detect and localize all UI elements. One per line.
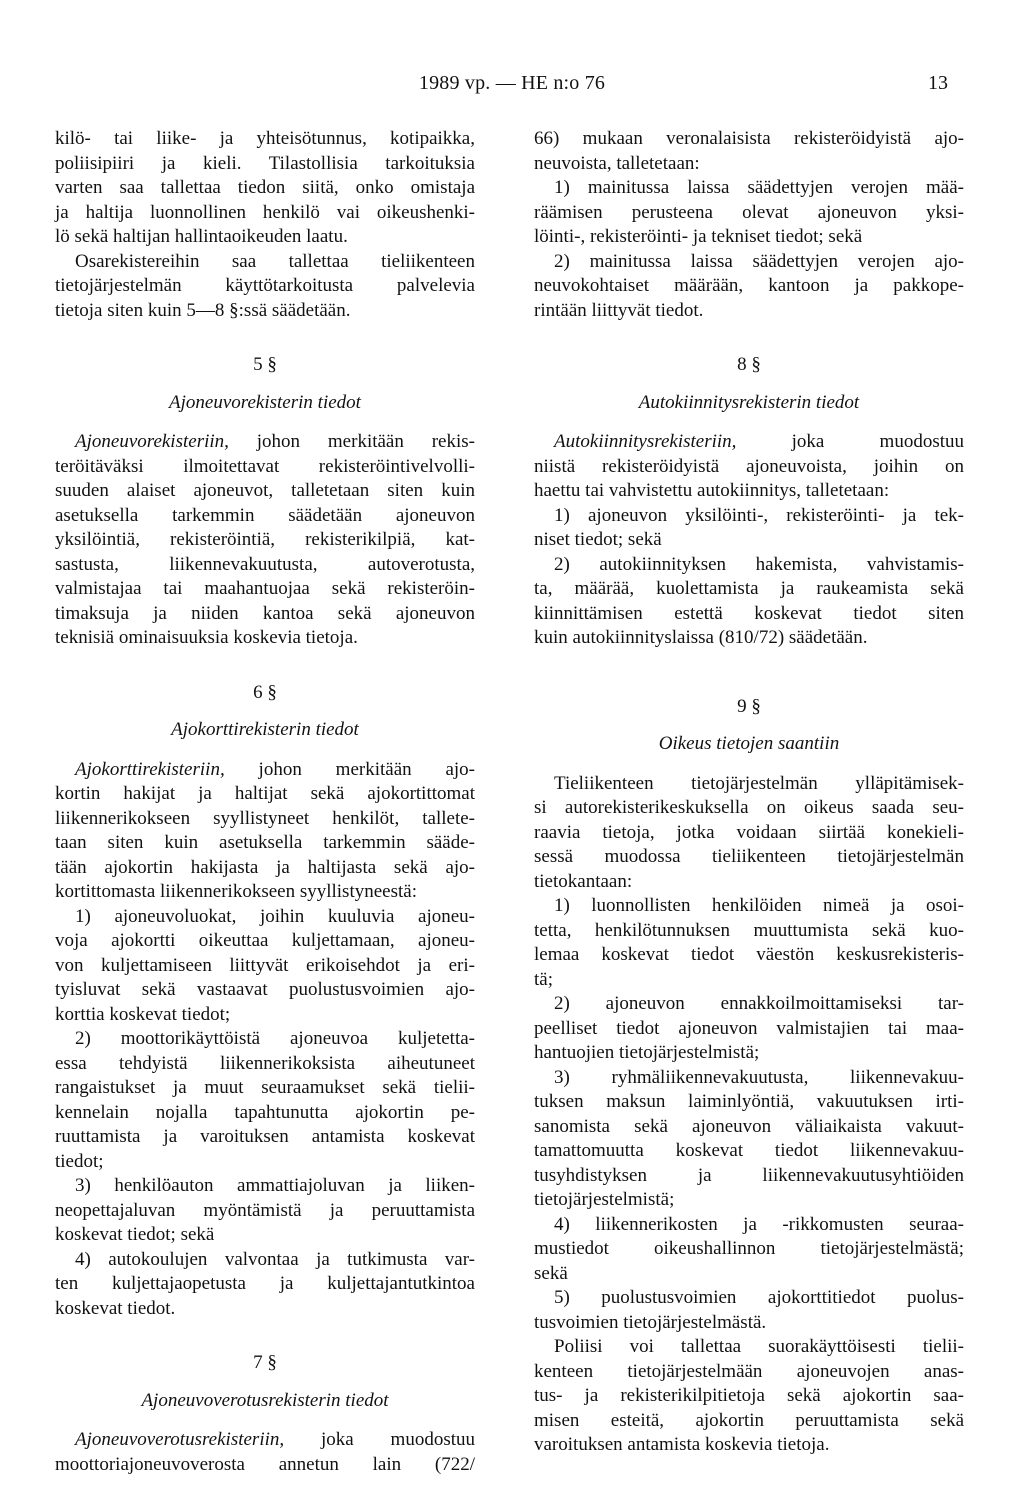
text-line: ruuttamista ja varoituksen antamista koskevat <box>55 1126 475 1147</box>
section-7-number: 7 § <box>253 1352 277 1373</box>
text-line: kuin autokiinnityslaissa (810/72) säädetään. <box>534 627 868 648</box>
text-line: mustiedot oikeushallinnon tietojärjestelmästä; <box>534 1238 964 1259</box>
text-line: varoituksen antamista koskevia tietoja. <box>534 1434 830 1455</box>
text-line: tietoja siten kuin 5—8 §:ssä säädetään. <box>55 299 351 321</box>
text-line: tä; <box>534 968 553 990</box>
text-line: haettu tai vahvistettu autokiinnitys, talletetaan: <box>534 480 890 501</box>
text-line: tuksen maksun laiminlyöntiä, vakuutuksen irti- <box>534 1091 964 1112</box>
intro-paragraph <box>55 127 475 323</box>
text-span: joka muodostuu <box>736 431 964 452</box>
text-line: tietojärjestelmän käyttötarkoitusta palvelevia <box>55 275 475 296</box>
text-line: koskevat tiedot; sekä <box>55 1224 215 1245</box>
text-line: 1) ajoneuvoluokat, joihin kuuluvia ajoneu- <box>75 905 475 927</box>
running-header: 1989 vp. — HE n:o 76 <box>418 72 606 94</box>
text-line: 1) ajoneuvon yksilöinti-, rekisteröinti- ja tek- <box>554 504 964 526</box>
text-line: Poliisi voi tallettaa suorakäyttöisesti tielii- <box>554 1336 964 1357</box>
text-line: yksilöintiä, rekisteröintiä, rekisterikilpiä, kat- <box>55 529 475 550</box>
text-line: teknisiä ominaisuuksia koskevia tietoja. <box>55 627 358 648</box>
text-line: niset tiedot; sekä <box>534 529 662 550</box>
text-line: tietokantaan: <box>534 870 633 892</box>
page-number: 13 <box>928 72 948 94</box>
text-line: sanomista sekä ajoneuvon väliaikaista vakuut- <box>534 1115 964 1137</box>
text-line: peelliset tiedot ajoneuvon valmistajien tai maa- <box>534 1017 964 1039</box>
text-line: 1) luonnollisten henkilöiden nimeä ja osoi- <box>554 895 964 916</box>
section-6-body <box>55 758 475 1322</box>
section-6-number: 6 § <box>253 681 277 703</box>
text-line: sessä muodossa tieliikenteen tietojärjestelmän <box>534 846 964 867</box>
text-line: 2) mainitussa laissa säädettyjen verojen ajo- <box>554 250 964 272</box>
section-8-body <box>534 430 964 651</box>
text-line <box>534 430 964 455</box>
text-line: moottoriajoneuvoverosta annetun lain (722/ <box>55 1453 475 1475</box>
text-line <box>55 1428 475 1453</box>
text-line: tusyhdistyksen ja liikennevakuutusyhtiöiden <box>534 1164 964 1186</box>
text-line: si autorekisterikeskuksella on oikeus saada seu- <box>534 797 964 818</box>
text-line: teröitäväksi ilmoitettavat rekisteröintivelvolli- <box>55 455 475 477</box>
left-column <box>55 127 475 1477</box>
text-line: timaksuja ja niiden kantoa sekä ajoneuvon <box>55 602 475 624</box>
text-line: 3) henkilöauton ammattiajoluvan ja liiken- <box>75 1175 475 1196</box>
text-line: von kuljettamiseen liittyvät erikoisehdot ja eri- <box>55 954 475 976</box>
section-9-title: Oikeus tietojen saantiin <box>658 733 840 754</box>
text-line: tamattomuutta koskevat tiedot liikennevakuu- <box>534 1140 964 1161</box>
text-line: neuvoista, talletetaan: <box>534 152 700 174</box>
text-line: ta, määrää, kuolettamista ja raukeamista sekä <box>534 578 964 599</box>
text-span: johon merkitään rekis- <box>228 431 475 452</box>
text-line: essa tehdyistä liikennerikoksista aiheutuneet <box>55 1052 475 1074</box>
term: Autokiinnitysrekisteriin, <box>554 431 737 452</box>
text-line: 2) autokiinnityksen hakemista, vahvistamis- <box>554 553 964 575</box>
text-line: varten saa tallettaa tiedon siitä, onko omistaja <box>55 177 475 198</box>
text-line: tusvoimien tietojärjestelmästä. <box>534 1311 767 1333</box>
text-line: Tieliikenteen tietojärjestelmän ylläpitämisek- <box>554 772 964 794</box>
page-header <box>0 72 1024 102</box>
text-line: 2) ajoneuvon ennakkoilmoittamiseksi tar- <box>554 993 964 1014</box>
section-7-title: Ajoneuvoverotusrekisterin tiedot <box>141 1389 389 1411</box>
text-line: rintään liittyvät tiedot. <box>534 299 704 321</box>
text-line: 4) liikennerikosten ja -rikkomusten seuraa- <box>554 1213 964 1235</box>
text-line: tetta, henkilötunnuksen muuttumista sekä kuo- <box>534 919 964 941</box>
text-line: räämisen perusteena olevat ajoneuvon yksi- <box>534 201 964 223</box>
text-line: 3) ryhmäliikennevakuutusta, liikennevakuu- <box>554 1066 964 1088</box>
section-5-number: 5 § <box>253 354 277 375</box>
text-line: liikennerikokseen syyllistyneet henkilöt, tallete- <box>55 807 475 829</box>
right-column <box>534 127 964 1458</box>
text-line: neuvokohtaiset määrään, kantoon ja pakkope- <box>534 275 964 296</box>
text-line <box>55 430 475 455</box>
text-line: raavia tietoja, jotka voidaan siirtää konekieli- <box>534 821 964 843</box>
text-line: poliisipiiri ja kieli. Tilastollisia tarkoituksia <box>55 152 475 174</box>
section-8-title: Autokiinnitysrekisterin tiedot <box>638 391 860 413</box>
text-line: 4) autokoulujen valvontaa ja tutkimusta var- <box>75 1248 475 1270</box>
text-line: kiinnittämisen estettä koskevat tiedot siten <box>534 602 964 624</box>
text-line: voja ajokortti oikeuttaa kuljettamaan, ajoneu- <box>55 930 475 951</box>
text-line: hantuojien tietojärjestelmistä; <box>534 1042 760 1063</box>
text-line: 1) mainitussa laissa säädettyjen verojen mää- <box>554 177 964 198</box>
section-8-number: 8 § <box>737 354 761 375</box>
section-5-title: Ajoneuvorekisterin tiedot <box>169 391 361 413</box>
text-line: rangaistukset ja muut seuraamukset sekä tielii- <box>55 1077 475 1098</box>
term: Ajokorttirekisteriin, <box>75 758 225 780</box>
text-line: kennelain nojalla tapahtunutta ajokortin pe- <box>55 1101 475 1123</box>
section-5-body <box>55 430 475 651</box>
text-line: neopettajaluvan myöntämistä ja peruuttamista <box>55 1199 475 1221</box>
text-line: koskevat tiedot. <box>55 1297 176 1319</box>
text-line: ja haltija luonnollinen henkilö vai oikeushenki- <box>55 201 475 223</box>
text-line: tietojärjestelmistä; <box>534 1189 675 1210</box>
text-line: ten kuljettajaopetusta ja kuljettajantutkintoa <box>55 1273 475 1294</box>
section-9-body <box>534 772 964 1458</box>
text-line: taan siten kuin asetuksella tarkemmin sääde- <box>55 832 475 853</box>
section-7-continuation <box>534 127 964 323</box>
text-line: lö sekä haltijan hallintaoikeuden laatu. <box>55 226 348 247</box>
text-line: 2) moottorikäyttöistä ajoneuvoa kuljetetta- <box>75 1028 475 1049</box>
term: Ajoneuvoverotusrekisteriin, <box>75 1429 285 1450</box>
text-line: suuden alaiset ajoneuvot, talletetaan siten kuin <box>55 480 475 501</box>
text-line: 66) mukaan veronalaisista rekisteröidyistä ajo- <box>534 128 964 149</box>
text-line: asetuksella tarkemmin säädetään ajoneuvon <box>55 504 475 526</box>
text-line: kenteen tietojärjestelmään ajoneuvojen anas- <box>534 1360 964 1382</box>
text-line: 5) puolustusvoimien ajokorttitiedot puolus- <box>554 1287 964 1308</box>
text-line: sastusta, liikennevakuutusta, autoverotusta, <box>55 553 475 575</box>
text-line: tiedot; <box>55 1150 104 1172</box>
text-line: kilö- tai liike- ja yhteisötunnus, kotipaikka, <box>55 128 475 149</box>
text-line: niistä rekisteröidyistä ajoneuvoista, joihin on <box>534 455 964 477</box>
text-line: kortin hakijat ja haltijat sekä ajokortittomat <box>55 783 475 804</box>
term: Ajoneuvorekisteriin, <box>75 431 229 452</box>
text-line <box>55 758 475 783</box>
section-6-title: Ajokorttirekisterin tiedot <box>171 719 359 740</box>
text-line: sekä <box>534 1262 568 1284</box>
text-line: löinti-, rekisteröinti- ja tekniset tiedot; sekä <box>534 226 863 247</box>
text-line: valmistajaa tai maahantuojaa sekä rekisteröin- <box>55 578 475 599</box>
section-7-body <box>55 1428 475 1477</box>
text-line: korttia koskevat tiedot; <box>55 1003 231 1025</box>
text-span: joka muodostuu <box>284 1429 475 1450</box>
text-line: lemaa koskevat tiedot väestön keskusrekisteris- <box>534 944 964 965</box>
text-span: johon merkitään ajo- <box>224 758 475 780</box>
section-9-number: 9 § <box>737 695 761 717</box>
text-line: tus- ja rekisterikilpitietoja sekä ajokortin saa- <box>534 1385 964 1406</box>
text-line: misen esteitä, ajokortin peruuttamista sekä <box>534 1409 964 1431</box>
text-line: Osarekistereihin saa tallettaa tieliikenteen <box>75 250 475 272</box>
text-line: kortittomasta liikennerikokseen syyllistyneestä: <box>55 881 417 902</box>
text-line: tyisluvat sekä vastaavat puolustusvoimien ajo- <box>55 979 475 1000</box>
text-line: tään ajokortin hakijasta ja haltijasta sekä ajo- <box>55 856 475 878</box>
